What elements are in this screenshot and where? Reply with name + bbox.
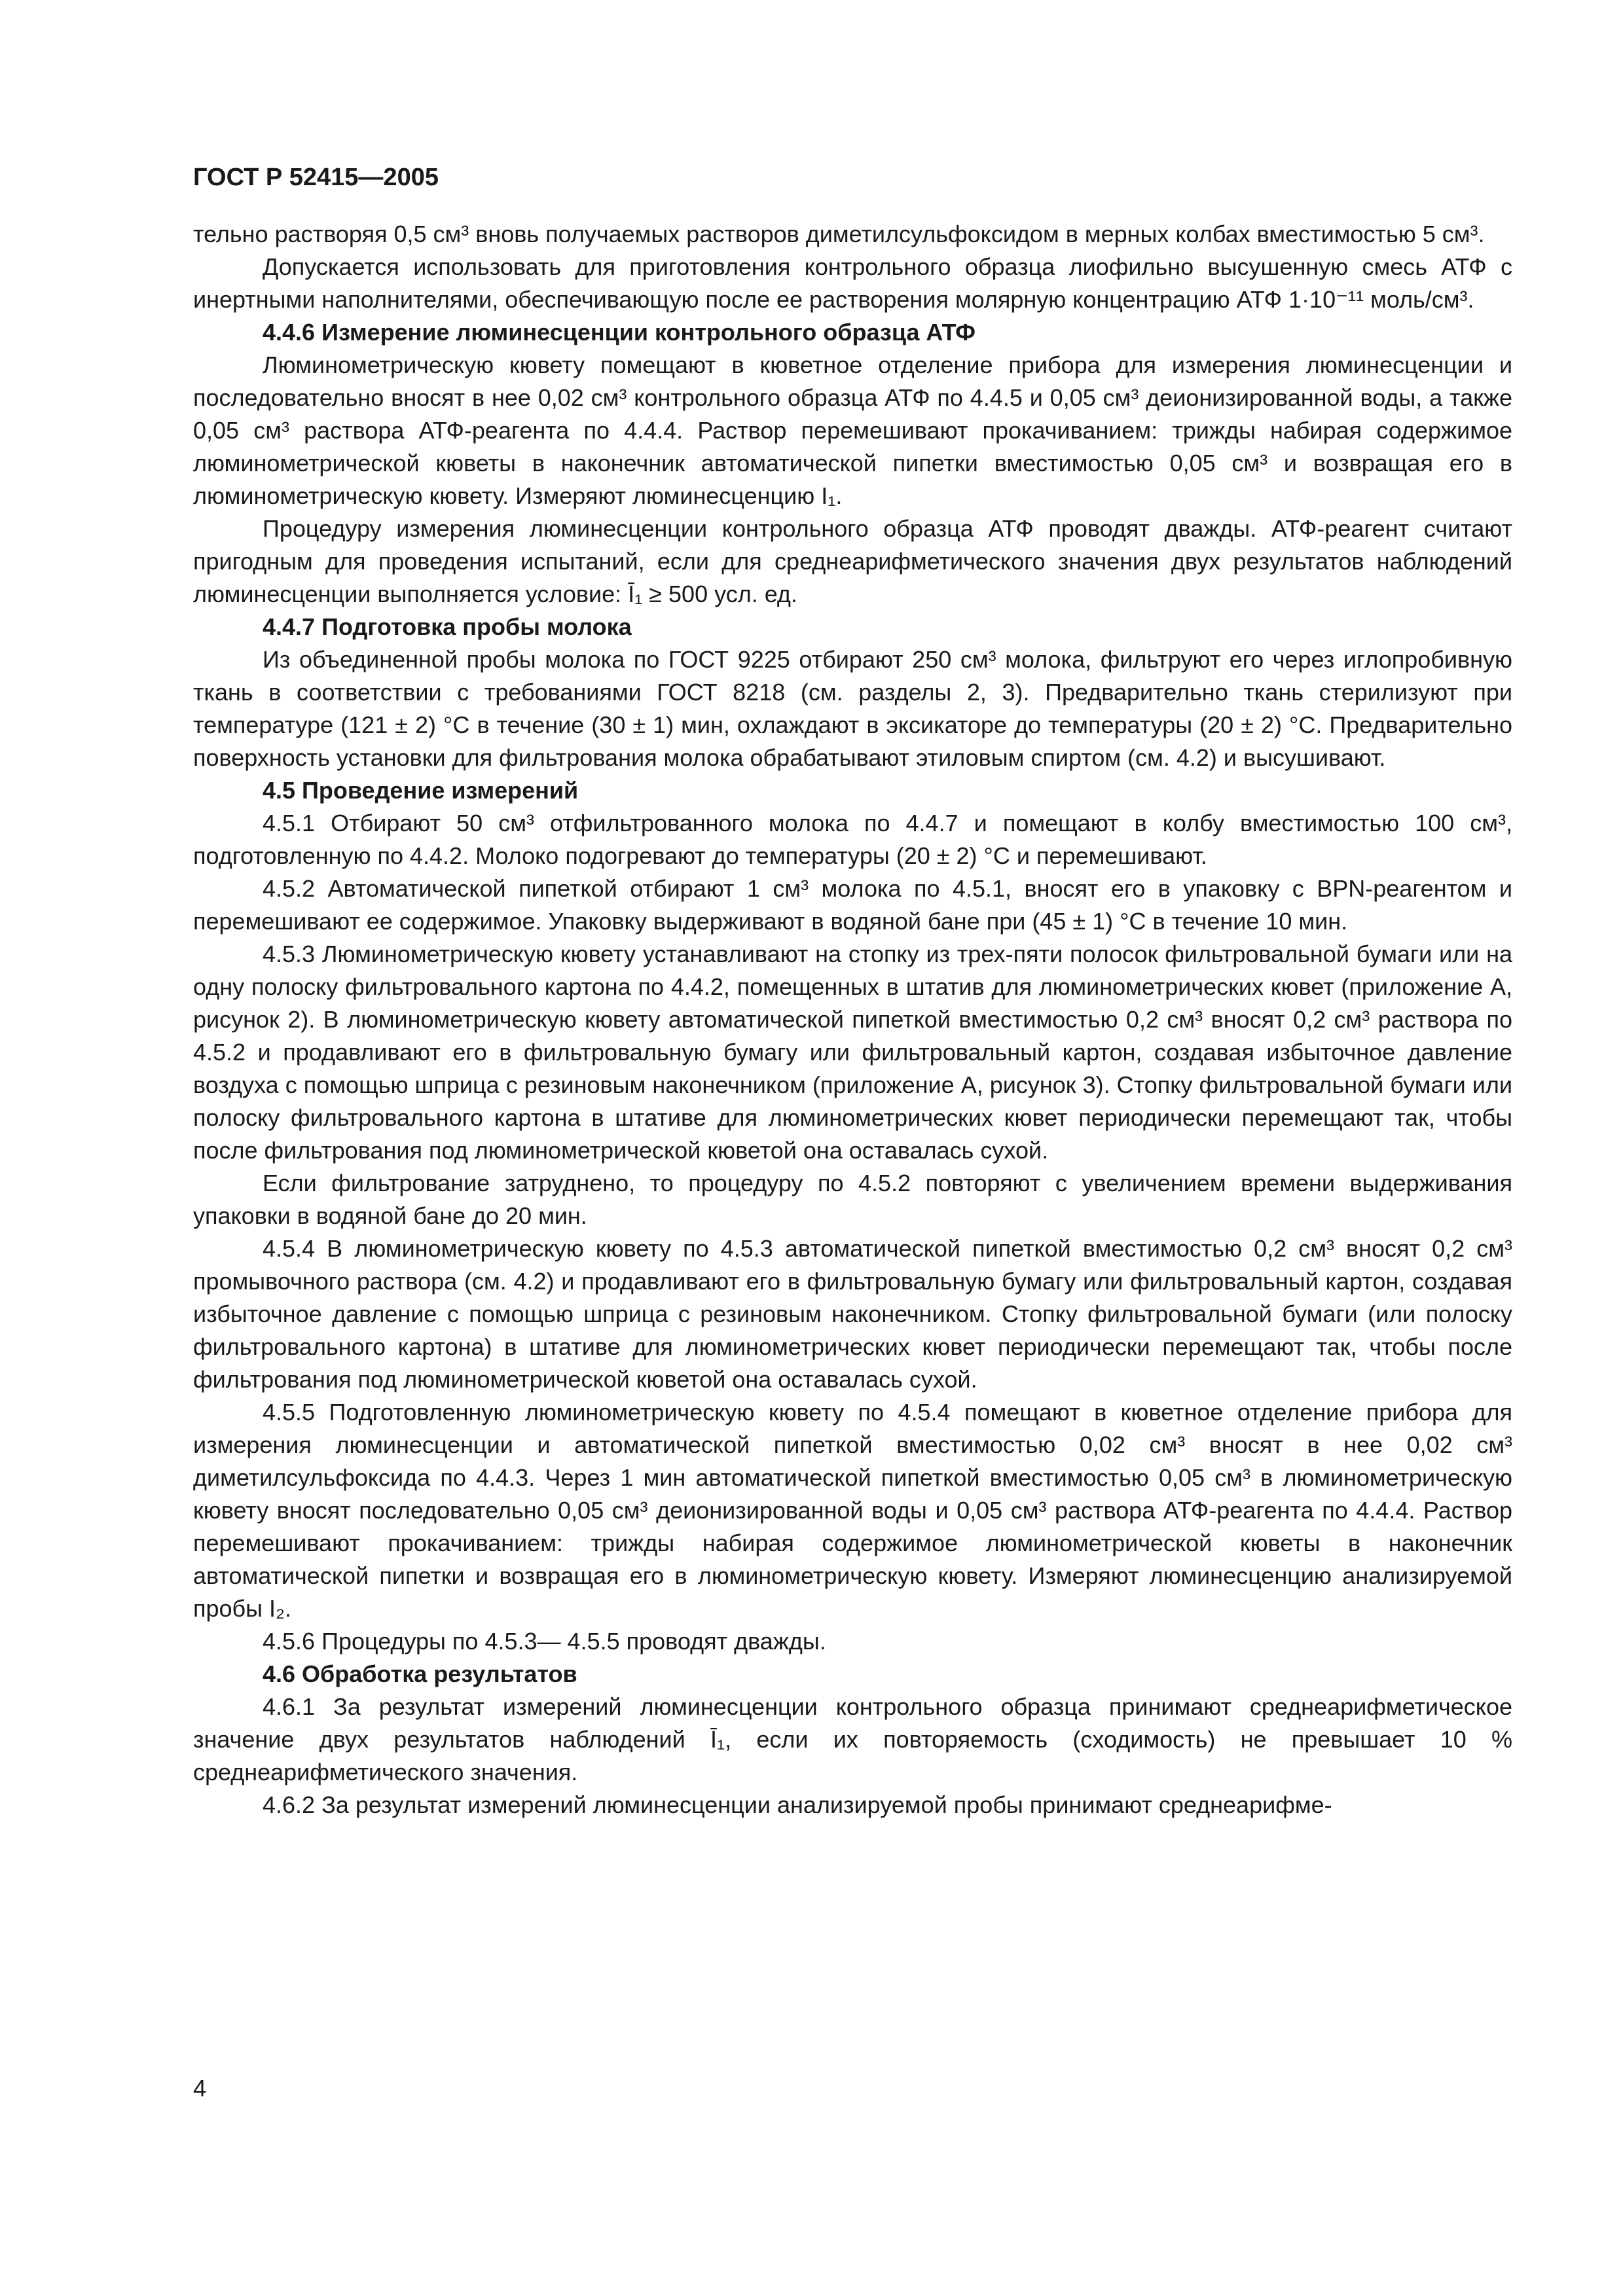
paragraph: 4.5.4 В люминометрическую кювету по 4.5.3 автоматической пипеткой вместимостью 0,2 см³ вносят 0,2 см³ промывочного раствора (см. 4.2) и продавливают его в фильтровальную бумагу или фильтровальный картон, создавая избыточное давление с помощью шприца с резиновым наконечником. Стопку фильтровальной бумаги (или полоску фильтровального картона) в штативе для люминометрических кювет периодически перемещают так, чтобы после фильтрования под люминометрической кюветой она оставалась сухой.: [193, 1235, 1512, 1393]
paragraph: 4.5.3 Люминометрическую кювету устанавливают на стопку из трех-пяти полосок фильтровальной бумаги или на одну полоску фильтровального картона по 4.4.2, помещенных в штатив для люминометрических кювет (приложение А, рисунок 2). В люминометрическую кювету автоматической пипеткой вместимостью 0,2 см³ вносят 0,2 см³ раствора по 4.5.2 и продавливают его в фильтровальную бумагу или фильтровальный картон, создавая избыточное давление воздуха с помощью шприца с резиновым наконечником (приложение А, рисунок 3). Стопку фильтровальной бумаги или полоску фильтровального картона в штативе для люминометрических кювет периодически перемещают так, чтобы после фильтрования под люминометрической кюветой она оставалась сухой.: [193, 941, 1512, 1164]
paragraph: 4.6.1 За результат измерений люминесценции контрольного образца принимают среднеарифметическое значение двух результатов наблюдений Ī₁, если их повторяемость (сходимость) не превышает 10 % среднеарифметического значения.: [193, 1693, 1512, 1785]
paragraph: Процедуру измерения люминесценции контрольного образца АТФ проводят дважды. АТФ-реагент считают пригодным для проведения испытаний, если для среднеарифметического значения двух результатов наблюдений люминесценции выполняется условие: Ī₁ ≥ 500 усл. ед.: [193, 515, 1512, 607]
page-number: 4: [193, 2075, 207, 2102]
section-heading-4-6: 4.6 Обработка результатов: [263, 1660, 577, 1687]
section-heading-4-5: 4.5 Проведение измерений: [263, 777, 579, 804]
paragraph: 4.5.1 Отбирают 50 см³ отфильтрованного молока по 4.4.7 и помещают в колбу вместимостью 100 см³, подготовленную по 4.4.2. Молоко подогревают до температуры (20 ± 2) °С и перемешивают.: [193, 810, 1512, 869]
paragraph: тельно растворяя 0,5 см³ вновь получаемых растворов диметилсульфоксидом в мерных колбах вместимостью 5 см³.: [193, 221, 1485, 247]
paragraph: Из объединенной пробы молока по ГОСТ 9225 отбирают 250 см³ молока, фильтруют его через иглопробивную ткань в соответствии с требованиями ГОСТ 8218 (см. разделы 2, 3). Предварительно ткань стерилизуют при температуре (121 ± 2) °С в течение (30 ± 1) мин, охлаждают в эксикаторе до температуры (20 ± 2) °С. Предварительно поверхность установки для фильтрования молока обрабатывают этиловым спиртом (см. 4.2) и высушивают.: [193, 646, 1512, 771]
document-page: [193, 164, 1512, 1821]
document-header: ГОСТ Р 52415—2005: [193, 164, 439, 191]
paragraph: 4.5.6 Процедуры по 4.5.3— 4.5.5 проводят дважды.: [263, 1628, 826, 1655]
paragraph: 4.5.2 Автоматической пипеткой отбирают 1 см³ молока по 4.5.1, вносят его в упаковку с BPN-реагентом и перемешивают ее содержимое. Упаковку выдерживают в водяной бане при (45 ± 1) °С в течение 10 мин.: [193, 875, 1512, 935]
paragraph: 4.5.5 Подготовленную люминометрическую кювету по 4.5.4 помещают в кюветное отделение прибора для измерения люминесценции и автоматической пипеткой вместимостью 0,02 см³ вносят в нее 0,02 см³ диметилсульфоксида по 4.4.3. Через 1 мин автоматической пипеткой вместимостью 0,05 см³ в люминометрическую кювету вносят последовательно 0,05 см³ деионизированной воды и 0,05 см³ раствора АТФ-реагента по 4.4.4. Раствор перемешивают прокачиванием: трижды набирая содержимое люминометрической кюветы в наконечник автоматической пипетки и возвращая его в люминометрическую кювету. Измеряют люминесценцию анализируемой пробы I₂.: [193, 1399, 1512, 1622]
paragraph: 4.6.2 За результат измерений люминесценции анализируемой пробы принимают среднеарифме-: [263, 1791, 1332, 1818]
section-heading-4-4-7: 4.4.7 Подготовка пробы молока: [263, 613, 632, 640]
paragraph: Допускается использовать для приготовления контрольного образца лиофильно высушенную смесь АТФ с инертными наполнителями, обеспечивающую после ее растворения молярную концентрацию АТФ 1·10⁻¹¹ моль/см³.: [193, 253, 1512, 313]
paragraph: Люминометрическую кювету помещают в кюветное отделение прибора для измерения люминесценции и последовательно вносят в нее 0,02 см³ контрольного образца АТФ по 4.4.5 и 0,05 см³ деионизированной воды, а также 0,05 см³ раствора АТФ-реагента по 4.4.4. Раствор перемешивают прокачиванием: трижды набирая содержимое люминометрической кюветы в наконечник автоматической пипетки вместимостью 0,05 см³ и возвращая его в люминометрическую кювету. Измеряют люминесценцию I₁.: [193, 351, 1512, 509]
paragraph: Если фильтрование затруднено, то процедуру по 4.5.2 повторяют с увеличением времени выдерживания упаковки в водяной бане до 20 мин.: [193, 1170, 1512, 1229]
document-body: [193, 218, 1512, 1821]
section-heading-4-4-6: 4.4.6 Измерение люминесценции контрольного образца АТФ: [263, 319, 976, 346]
